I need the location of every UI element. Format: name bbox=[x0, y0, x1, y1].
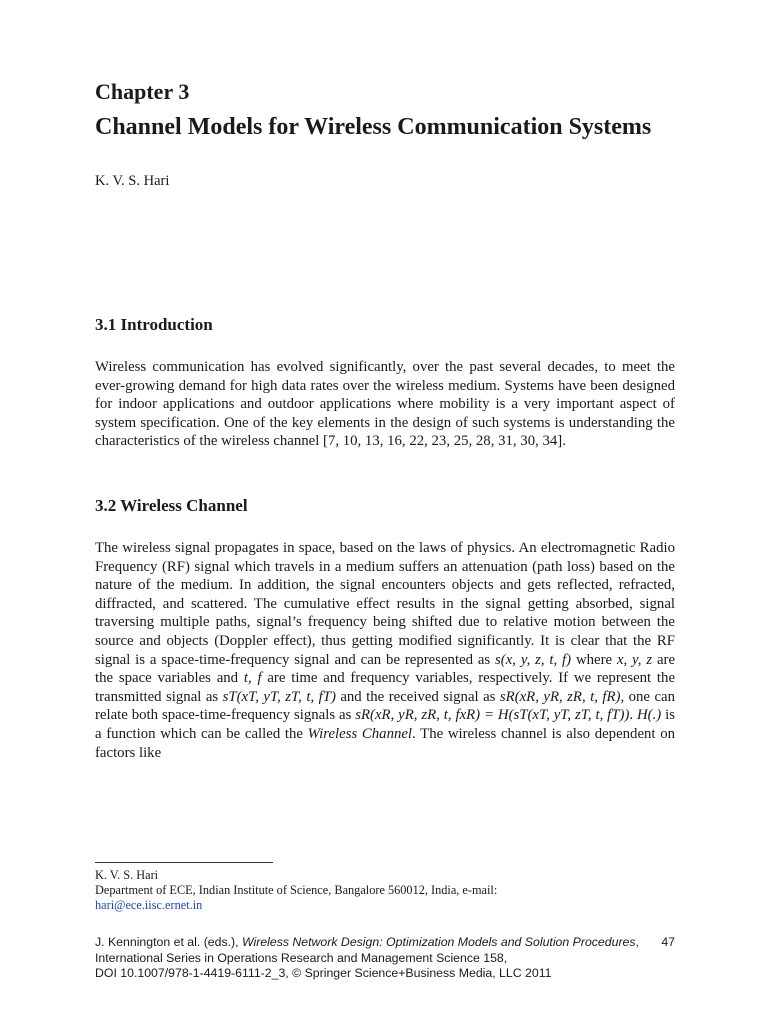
page-footer bbox=[95, 935, 675, 982]
wc-text-6: is a function which can be called the bbox=[95, 707, 676, 742]
citation-line-1 bbox=[95, 935, 675, 966]
math-time-freq: t, f bbox=[243, 670, 262, 687]
author-email-link[interactable]: hari@ece.iisc.ernet.in bbox=[95, 898, 203, 912]
math-channel-equation: sR(xR, yR, zR, t, fxR) = H(sT(xT, yT, zT, t, fT)) bbox=[355, 707, 630, 724]
book-title: Wireless Network Design: Optimization Models and Solution Procedures bbox=[241, 935, 636, 949]
wc-text-4: and the received signal as bbox=[340, 688, 496, 705]
math-signal: s(x, y, z, t, f) bbox=[495, 651, 572, 668]
section-wireless-channel-paragraph bbox=[95, 539, 675, 762]
footnote-divider bbox=[95, 862, 273, 863]
section-heading-introduction: 3.1 Introduction bbox=[95, 315, 213, 334]
wc-text-7: . The wireless channel is also dependent on factors like bbox=[95, 725, 675, 761]
page-body bbox=[95, 78, 675, 762]
citation-series: , International Series in Operations Research and Management Science 158, bbox=[95, 935, 639, 965]
chapter-number: Chapter 3 bbox=[95, 79, 190, 104]
math-received-signal: sR(xR, yR, zR, t, fR) bbox=[499, 688, 621, 705]
wc-text-2: are the space variables and bbox=[95, 651, 676, 687]
math-channel-function: H(.) bbox=[636, 707, 662, 724]
wireless-channel-text: The wireless signal propagates in space, based on the laws of physics. An electromagnetic Radio Frequency (RF) signal which travels in a medium suffers an attenuation (path loss) based on the nature of the medium. In addition, the signal encounters objects and gets reflected, refracted, diffracted, and scattered. The cumulative effect results in the signal getting absorbed, signal traversing multiple paths, signal’s frequency being shifted due to relative motion between the source and objects (Doppler effect), thus getting modified significantly. It is clear that the RF signal is a space-time-frequency signal and can be represented as s(x, y, z, t, f) where x, y, z are the space variables and t, f are time and frequency variables, respectively. If we represent the transmitted signal as sT(xT, yT, zT, t, fT) and the received signal as sR(xR, yR, zR, t, fR), one can relate both space-time-frequency signals as sR(xR, yR, zR, t, fxR) = H(sT(xT, yT, zT, t, fT)). H(.) is a function which can be called the Wireless Channel. The wireless channel is also dependent on factors like bbox=[95, 539, 676, 761]
citation-doi: DOI 10.1007/978-1-4419-6111-2_3, © Springer Science+Business Media, LLC 2011 bbox=[95, 966, 552, 980]
section-introduction-paragraph bbox=[95, 358, 675, 451]
introduction-text: Wireless communication has evolved significantly, over the past several decades, to meet the ever-growing demand for high data rates over the wireless medium. Systems have been designed for indoor applications and outdoor applications where mobility is a very important aspect of system specification. One of the key elements in the design of such systems is understanding the characteristics of the wireless channel [7, 10, 13, 16, 22, 23, 25, 28, 31, 30, 34]. bbox=[95, 359, 675, 450]
wc-text-5: , one can relate both space-time-frequency signals as bbox=[95, 688, 675, 724]
wc-text-3: are time and frequency variables, respectively. If we represent the transmitted signal as bbox=[95, 670, 676, 705]
wc-text-1: The wireless signal propagates in space, based on the laws of physics. An electromagnetic Radio Frequency (RF) signal which travels in a medium suffers an attenuation (path loss) based on the nature of the medium. In addition, the signal encounters objects and gets reflected, refracted, diffracted, and scattered. The cumulative effect results in the signal getting absorbed, signal traversing multiple paths, signal’s frequency being shifted due to relative motion between the source and objects (Doppler effect), thus getting modified significantly. It is clear that the RF signal is a space-time-frequency signal and can be represented as bbox=[95, 539, 675, 668]
author-footnote bbox=[95, 868, 675, 913]
wc-text-where: where bbox=[575, 651, 613, 668]
footnote-affiliation: Department of ECE, Indian Institute of Science, Bangalore 560012, India, e-mail: bbox=[95, 883, 498, 897]
chapter-author: K. V. S. Hari bbox=[95, 173, 170, 189]
chapter-title: Channel Models for Wireless Communication Systems bbox=[95, 114, 652, 140]
citation-prefix: J. Kennington et al. (eds.), bbox=[95, 935, 239, 949]
footnote-author: K. V. S. Hari bbox=[95, 868, 159, 882]
section-heading-wireless-channel: 3.2 Wireless Channel bbox=[95, 495, 248, 515]
page-number: 47 bbox=[661, 935, 675, 949]
term-wireless-channel: Wireless Channel bbox=[307, 725, 413, 742]
math-space-vars: x, y, z bbox=[616, 651, 653, 668]
math-transmitted-signal: sT(xT, yT, zT, t, fT) bbox=[222, 688, 336, 705]
